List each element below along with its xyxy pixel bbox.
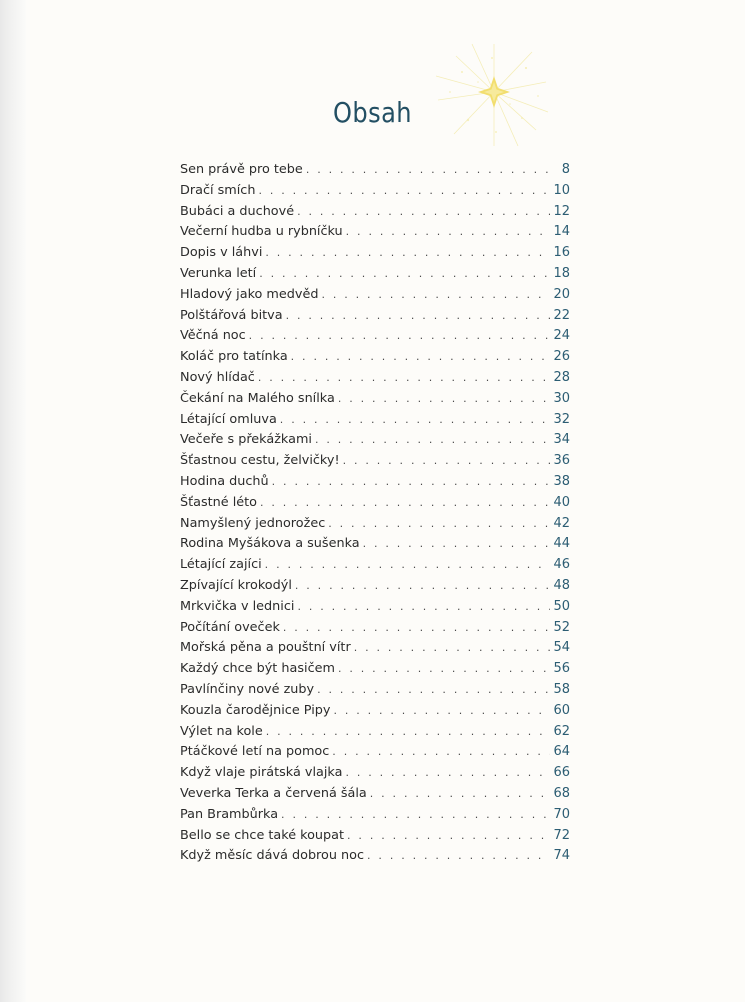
toc-entry-title: Když měsíc dává dobrou noc (180, 848, 365, 864)
toc-entry (180, 328, 570, 349)
toc-entry (180, 786, 570, 807)
toc-entry-title: Hladový jako medvěd (180, 286, 319, 302)
toc-entry (180, 495, 570, 516)
toc-entry-page-number: 54 (553, 640, 570, 656)
toc-entry-title: Ptáčkové letí na pomoc (180, 744, 330, 760)
toc-entry-title: Koláč pro tatínka (180, 349, 288, 365)
toc-leader-dots (317, 683, 550, 696)
toc-entry (180, 287, 570, 308)
toc-entry-page-number: 38 (553, 473, 570, 489)
toc-entry (180, 807, 570, 828)
toc-entry-title: Pan Brambůrka (180, 806, 279, 822)
toc-leader-dots (315, 433, 550, 446)
toc-entry (180, 204, 570, 225)
toc-entry-title: Sen právě pro tebe (180, 162, 303, 177)
toc-entry-page-number: 52 (553, 619, 570, 635)
toc-leader-dots (259, 267, 550, 280)
toc-entry-page-number: 64 (553, 744, 570, 760)
toc-entry (180, 162, 570, 183)
toc-entry-title: Hodina duchů (180, 473, 269, 489)
toc-entry-title: Létající zajíci (180, 557, 262, 573)
toc-leader-dots (265, 558, 551, 571)
toc-entry (180, 183, 570, 204)
toc-leader-dots (332, 745, 550, 758)
toc-entry-title: Namyšlený jednorožec (180, 515, 326, 531)
toc-entry-title: Dračí smích (180, 182, 256, 198)
toc-entry (180, 661, 570, 682)
toc-entry-page-number: 26 (553, 349, 570, 365)
toc-entry (180, 536, 570, 557)
toc-entry-title: Mrkvička v lednici (180, 598, 295, 614)
toc-leader-dots (260, 496, 550, 509)
toc-leader-dots (338, 392, 551, 405)
toc-entry-title: Létající omluva (180, 411, 277, 427)
toc-entry-title: Večerní hudba u rybníčku (180, 224, 343, 240)
toc-entry-page-number: 50 (553, 598, 570, 614)
toc-entry-title: Bubáci a duchové (180, 203, 295, 219)
toc-entry-title: Šťastnou cestu, želvičky! (180, 453, 340, 469)
toc-leader-dots (283, 621, 551, 634)
toc-entry-page-number: 22 (553, 307, 570, 323)
toc-entry-page-number: 36 (553, 453, 570, 469)
toc-entry-title: Zpívající krokodýl (180, 577, 292, 593)
toc-leader-dots (258, 371, 551, 384)
toc-entry (180, 578, 570, 599)
toc-leader-dots (328, 517, 550, 530)
toc-leader-dots (286, 309, 551, 322)
toc-entry (180, 266, 570, 287)
toc-entry-page-number: 30 (553, 390, 570, 406)
toc-entry-page-number: 46 (553, 557, 570, 573)
page-title: Obsah (333, 96, 412, 129)
toc-entry (180, 703, 570, 724)
toc-leader-dots (297, 205, 550, 218)
toc-entry (180, 453, 570, 474)
toc-entry-title: Když vlaje pirátská vlajka (180, 765, 343, 781)
toc-entry-page-number: 58 (553, 681, 570, 697)
toc-entry-page-number: 28 (553, 369, 570, 385)
toc-entry-page-number: 18 (553, 265, 570, 281)
toc-leader-dots (367, 849, 550, 862)
table-of-contents (180, 162, 570, 869)
toc-entry (180, 224, 570, 245)
toc-entry (180, 640, 570, 661)
toc-entry-title: Šťastné léto (180, 494, 257, 510)
toc-entry (180, 557, 570, 578)
toc-entry (180, 848, 570, 869)
toc-entry-title: Rodina Myšákova a sušenka (180, 536, 360, 552)
toc-entry-title: Čekání na Malého snílka (180, 390, 335, 406)
toc-entry-page-number: 8 (561, 162, 570, 177)
toc-entry-title: Mořská pěna a pouštní vítr (180, 640, 351, 656)
toc-leader-dots (347, 829, 550, 842)
toc-entry-title: Počítání oveček (180, 619, 280, 635)
toc-leader-dots (280, 413, 551, 426)
toc-entry-title: Věčná noc (180, 328, 246, 344)
toc-entry-page-number: 10 (553, 182, 570, 198)
toc-entry-title: Veverka Terka a červená šála (180, 785, 367, 801)
toc-entry (180, 765, 570, 786)
toc-leader-dots (295, 579, 551, 592)
toc-entry (180, 391, 570, 412)
toc-entry-page-number: 16 (553, 245, 570, 261)
toc-leader-dots (363, 537, 551, 550)
toc-entry-page-number: 62 (553, 723, 570, 739)
toc-entry-page-number: 68 (553, 785, 570, 801)
toc-entry (180, 349, 570, 370)
toc-entry-page-number: 24 (553, 328, 570, 344)
toc-leader-dots (321, 288, 550, 301)
toc-entry (180, 744, 570, 765)
toc-entry-title: Dopis v láhvi (180, 245, 263, 261)
toc-entry (180, 724, 570, 745)
toc-entry (180, 308, 570, 329)
toc-entry (180, 516, 570, 537)
toc-entry-page-number: 44 (553, 536, 570, 552)
toc-leader-dots (345, 766, 550, 779)
toc-leader-dots (343, 454, 551, 467)
toc-entry-page-number: 66 (553, 765, 570, 781)
toc-entry-title: Nový hlídač (180, 369, 255, 385)
toc-entry (180, 432, 570, 453)
toc-entry-page-number: 70 (553, 806, 570, 822)
toc-entry-page-number: 12 (553, 203, 570, 219)
toc-leader-dots (249, 329, 551, 342)
toc-entry (180, 474, 570, 495)
toc-entry-page-number: 60 (553, 702, 570, 718)
toc-entry (180, 620, 570, 641)
toc-entry-title: Pavlínčiny nové zuby (180, 681, 315, 697)
toc-entry (180, 412, 570, 433)
toc-entry (180, 370, 570, 391)
book-gutter-shadow (0, 0, 26, 1002)
toc-leader-dots (338, 662, 551, 675)
toc-entry-page-number: 34 (553, 432, 570, 448)
toc-entry-page-number: 14 (553, 224, 570, 240)
toc-entry (180, 682, 570, 703)
toc-entry-page-number: 72 (553, 827, 570, 843)
toc-entry-page-number: 74 (553, 848, 570, 864)
toc-entry-title: Výlet na kole (180, 723, 263, 739)
toc-entry-page-number: 48 (553, 577, 570, 593)
toc-leader-dots (370, 787, 551, 800)
toc-entry (180, 828, 570, 849)
toc-leader-dots (354, 641, 551, 654)
toc-leader-dots (291, 350, 551, 363)
toc-leader-dots (265, 246, 550, 259)
toc-entry-page-number: 32 (553, 411, 570, 427)
toc-leader-dots (258, 184, 550, 197)
toc-entry-title: Kouzla čarodějnice Pipy (180, 702, 331, 718)
toc-entry-title: Každý chce být hasičem (180, 661, 335, 677)
toc-leader-dots (281, 808, 550, 821)
toc-entry-page-number: 40 (553, 494, 570, 510)
toc-entry-page-number: 42 (553, 515, 570, 531)
toc-entry-title: Verunka letí (180, 265, 257, 281)
toc-leader-dots (333, 704, 550, 717)
toc-leader-dots (346, 225, 551, 238)
toc-entry-page-number: 56 (553, 661, 570, 677)
toc-entry (180, 599, 570, 620)
toc-leader-dots (272, 475, 551, 488)
toc-entry-title: Polštářová bitva (180, 307, 283, 323)
toc-leader-dots (306, 163, 553, 176)
toc-leader-dots (297, 600, 550, 613)
toc-entry-title: Bello se chce také koupat (180, 827, 345, 843)
toc-entry-page-number: 20 (553, 286, 570, 302)
toc-entry (180, 245, 570, 266)
toc-entry-title: Večeře s překážkami (180, 432, 312, 448)
toc-leader-dots (266, 725, 551, 738)
